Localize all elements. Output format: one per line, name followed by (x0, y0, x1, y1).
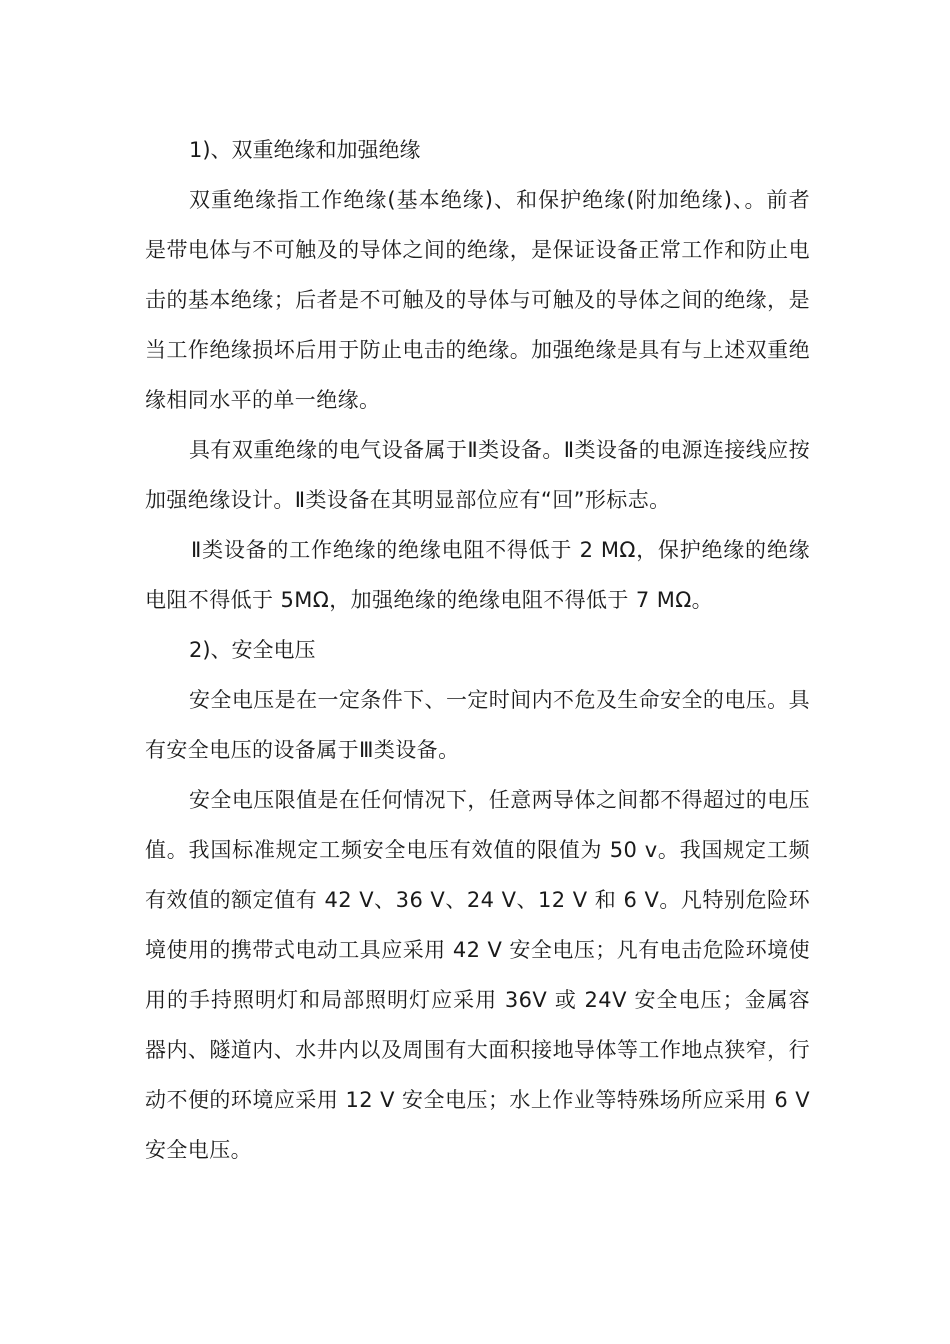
section1-paragraph-3: Ⅱ类设备的工作绝缘的绝缘电阻不得低于 2 MΩ，保护绝缘的绝缘电阻不得低于 5MΩ，加强绝缘的绝缘电阻不得低于 7 MΩ。 (145, 538, 810, 612)
section1-paragraph-1: 双重绝缘指工作绝缘(基本绝缘)、和保护绝缘(附加绝缘)、。前者是带电体与不可触及的导体之间的绝缘，是保证设备正常工作和防止电击的基本绝缘；后者是不可触及的导体与可触及的导体之间的绝缘，是当工作绝缘损坏后用于防止电击的绝缘。加强绝缘是具有与上述双重绝缘相同水平的单一绝缘。 (145, 188, 810, 412)
section2-paragraph-1: 安全电压是在一定条件下、一定时间内不危及生命安全的电压。具有安全电压的设备属于Ⅲ类设备。 (145, 688, 810, 762)
section2-heading: 2)、安全电压 (189, 638, 316, 662)
document-page (145, 125, 810, 1175)
section1-paragraph-2: 具有双重绝缘的电气设备属于Ⅱ类设备。Ⅱ类设备的电源连接线应按加强绝缘设计。Ⅱ类设备在其明显部位应有“回”形标志。 (145, 438, 810, 512)
section1-heading: 1)、双重绝缘和加强绝缘 (189, 138, 421, 162)
section2-paragraph-2: 安全电压限值是在任何情况下，任意两导体之间都不得超过的电压值。我国标准规定工频安全电压有效值的限值为 50 v。我国规定工频有效值的额定值有 42 V、36 V、24 V、12 V 和 6 V。凡特别危险环境使用的携带式电动工具应采用 42 V 安全电压；凡有电击危险环境使用的手持照明灯和局部照明灯应采用 36V 或 24V 安全电压；金属容器内、隧道内、水井内以及周围有大面积接地导体等工作地点狭窄，行动不便的环境应采用 12 V 安全电压；水上作业等特殊场所应采用 6 V 安全电压。 (145, 788, 810, 1162)
